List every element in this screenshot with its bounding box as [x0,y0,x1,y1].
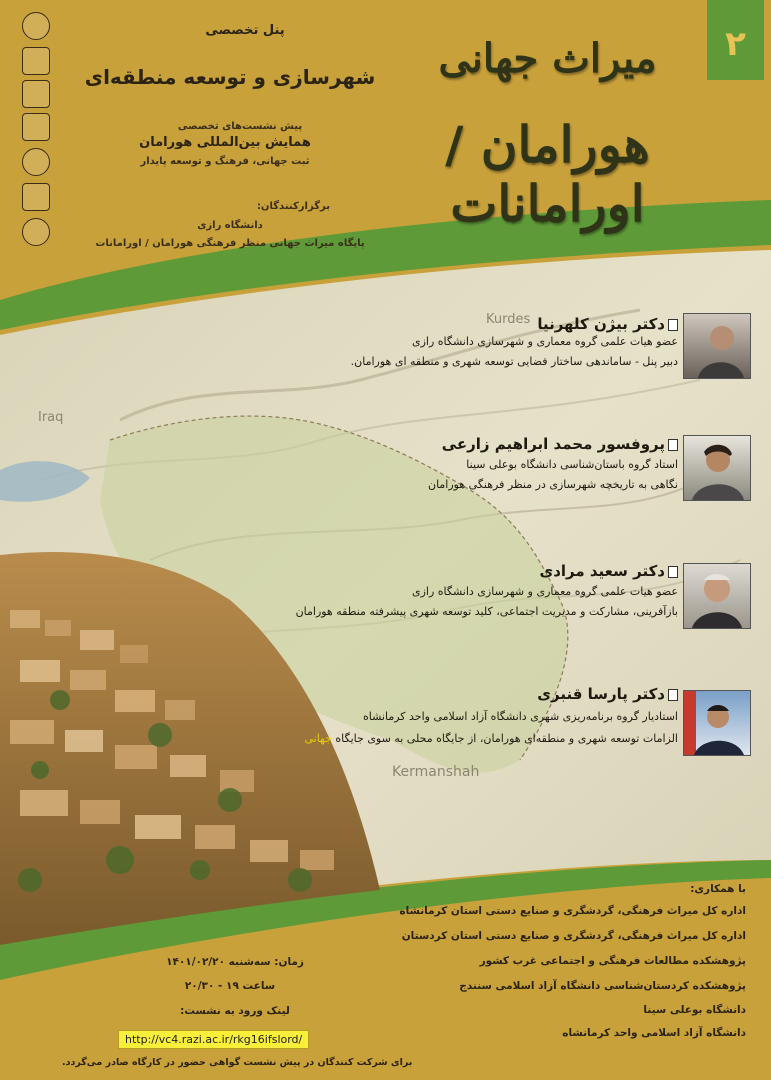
pre-sessions: پیش نشست‌های تخصصی [177,121,303,132]
logo-emblem-2 [22,47,50,75]
organizer-heritage-base: پایگاه میراث جهانی منظر فرهنگی هورامان / اورامانات [95,238,365,249]
link-label: لینک ورود به نشست: [180,1005,290,1017]
speaker-photo-3 [683,563,751,629]
map-label-kermanshah: Kermanshah [392,764,480,780]
event-hours: ساعت ۱۹ - ۲۰/۳۰ [184,980,276,992]
speaker-topic-4-highlight: جهانی [304,732,332,745]
map-label-kurdestan: Kurdes [486,312,531,327]
organizer-razi: دانشگاه رازی [197,220,263,231]
speaker-name-text: دکتر سعید مرادی [539,562,665,580]
speaker-topic-4-text: الزامات توسعه شهری و منطقه‌ای هورامان، از جایگاه محلی به سوی جایگاه [335,732,678,745]
bullet-icon [668,566,678,578]
logo-emblem-5 [22,148,50,176]
speaker-name-2 [442,435,678,453]
logo-emblem-1 [22,12,50,40]
speaker-topic-2: نگاهی به تاریخچه شهرسازی در منظر فرهنگی هورامان [427,478,678,491]
speaker-name-3 [539,562,678,580]
speaker-title-4: استادیار گروه برنامه‌ریزی شهری دانشگاه آزاد اسلامی واحد کرمانشاه [363,710,678,723]
session-link[interactable]: http://vc4.razi.ac.ir/rkg16ifslord/ [118,1030,309,1049]
speaker-name-text: دکتر بیژن کلهرنیا [537,315,665,333]
conference-subtitle: ثبت جهانی، فرهنگ و توسعه پایدار [140,156,310,167]
logo-emblem-3 [22,80,50,108]
event-date: زمان: سه‌شنبه ۱۴۰۱/۰۲/۲۰ [166,956,304,968]
title-line2: هورامان / اورامانات [445,115,650,233]
logo-emblem-7 [22,218,50,246]
speaker-topic-3: بازآفرینی، مشارکت و مدیریت اجتماعی، کلید توسعه شهری پیشرفته منطقه هورامان [295,605,678,618]
title-line1: میراث جهانی [438,35,657,82]
certificate-note: برای شرکت کنندگان در پیش نشست گواهی حضور در کارگاه صادر می‌گردد. [62,1057,413,1068]
logo-emblem-6 [22,183,50,211]
bullet-icon [668,319,678,331]
number-badge: ۲ [707,0,764,80]
panel-label: پنل تخصصی [205,23,285,38]
partner-item-4: پژوهشکده کردستان‌شناسی دانشگاه آزاد اسلامی سنندج [459,980,746,992]
speaker-name-4 [537,685,678,703]
speaker-name-text: پروفسور محمد ابراهیم زارعی [441,435,665,453]
partner-item-1: اداره کل میراث فرهنگی، گردشگری و صنایع دستی استان کرمانشاه [399,905,746,917]
speaker-name-text: دکتر پارسا قنبری [537,685,665,703]
bullet-icon [668,439,678,451]
partner-item-5: دانشگاه بوعلی سینا [643,1004,746,1016]
speaker-topic-4 [304,732,678,745]
partners-label: با همکاری: [690,883,746,895]
speaker-title-2: استاد گروه باستان‌شناسی دانشگاه بوعلی سینا [466,458,678,471]
organizers-label: برگزارکنندگان: [256,201,330,212]
partner-item-2: اداره کل میراث فرهنگی، گردشگری و صنایع دستی استان کردستان [401,930,746,942]
speaker-photo-2 [683,435,751,501]
speaker-title-3: عضو هیات علمی گروه معماری و شهرسازی دانشگاه رازی [412,585,678,598]
speaker-topic-1: دبیر پنل - ساماندهی ساختار فضایی توسعه شهری و منطقه ای هورامان. [350,355,678,368]
speaker-name-1 [537,315,678,333]
speaker-photo-1 [683,313,751,379]
logo-emblem-4 [22,113,50,141]
panel-topic: شهرسازی و توسعه منطقه‌ای [84,65,376,89]
speaker-title-1: عضو هیات علمی گروه معماری و شهرسازی دانشگاه رازی [412,335,678,348]
partner-item-6: دانشگاه آزاد اسلامی واحد کرمانشاه [562,1027,746,1039]
conference-name: همایش بین‌المللی هورامان [139,135,311,150]
partner-item-3: پژوهشکده مطالعات فرهنگی و اجتماعی غرب کشور [479,955,746,967]
speaker-photo-4 [683,690,751,756]
map-label-iraq: Iraq [38,410,64,425]
bullet-icon [668,689,678,701]
